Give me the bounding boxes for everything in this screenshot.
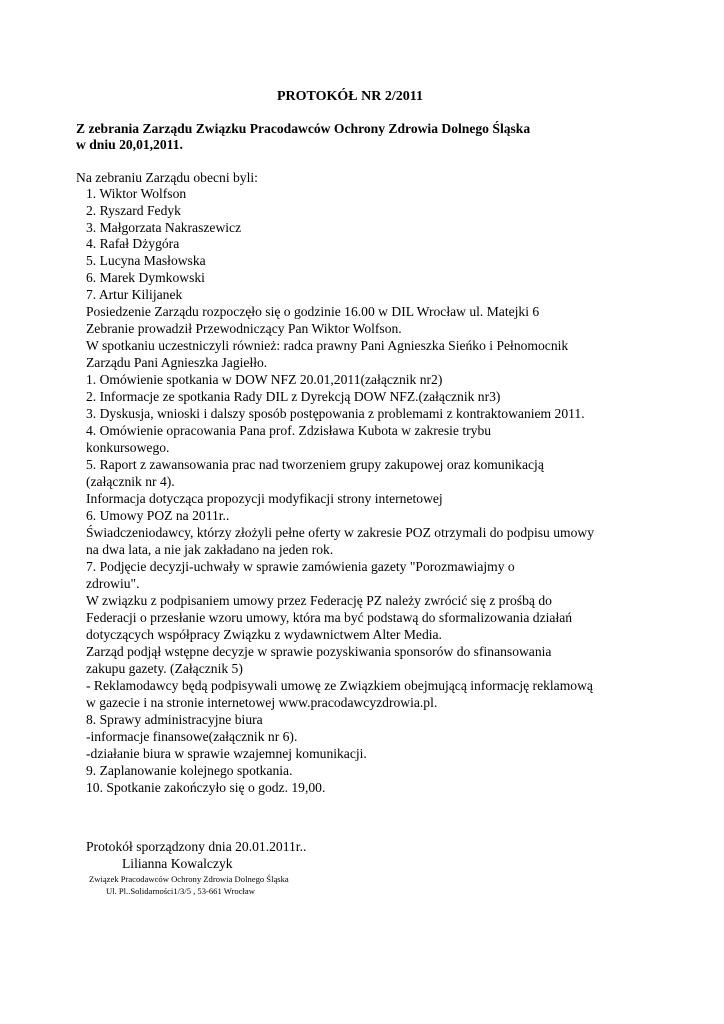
attendance-heading: Na zebraniu Zarządu obecni byli: [76, 170, 258, 185]
body-line: (załącznik nr 4). [86, 474, 175, 489]
agenda-item: 7. Podjęcie decyzji-uchwały w sprawie zamówienia gazety "Porozmawiajmy o [86, 559, 515, 574]
attendee-item: 3. Małgorzata Nakraszewicz [86, 220, 242, 235]
body-line: Posiedzenie Zarządu rozpoczęło się o godzinie 16.00 w DIL Wrocław ul. Matejki 6 [86, 304, 540, 319]
body-line: Zarząd podjął wstępne decyzje w sprawie pozyskiwania sponsorów do sfinansowania [86, 644, 552, 659]
author-name: Lilianna Kowalczyk [122, 856, 233, 871]
body-line: Świadczeniodawcy, którzy złożyli pełne oferty w zakresie POZ otrzymali do podpisu umowy [86, 525, 594, 540]
body-line: dotyczących współpracy Związku z wydawnictwem Alter Media. [86, 627, 442, 642]
body-line: -informacje finansowe(załącznik nr 6). [86, 729, 298, 744]
body-line: -działanie biura w sprawie wzajemnej komunikacji. [86, 746, 367, 761]
agenda-item: 8. Sprawy administracyjne biura [86, 712, 263, 727]
agenda-item: 3. Dyskusja, wnioski i dalszy sposób postępowania z problemami z kontraktowaniem 2011. [86, 406, 585, 421]
agenda-item: konkursowego. [86, 440, 170, 455]
agenda-item: 9. Zaplanowanie kolejnego spotkania. [86, 763, 293, 778]
body-line: na dwa lata, a nie jak zakładano na jeden rok. [86, 542, 334, 557]
attendee-item: 5. Lucyna Masłowska [86, 253, 206, 268]
body-line: Federacji o przesłanie wzoru umowy, która ma być podstawą do sformalizowania działań [86, 610, 573, 625]
agenda-item: 1. Omówienie spotkania w DOW NFZ 20.01,2011(załącznik nr2) [86, 372, 443, 387]
body-line: zakupu gazety. (Załącznik 5) [86, 661, 243, 676]
body-line: W związku z podpisaniem umowy przez Federację PZ należy zwrócić się z prośbą do [86, 593, 552, 608]
attendee-item: 7. Artur Kilijanek [86, 287, 183, 302]
subtitle-line: Z zebrania Zarządu Związku Pracodawców Ochrony Zdrowia Dolnego Śląska [76, 121, 531, 136]
body-line: zdrowiu". [86, 576, 140, 591]
prepared-date: Protokół sporządzony dnia 20.01.2011r.. [86, 839, 307, 854]
agenda-item: 5. Raport z zawansowania prac nad tworzeniem grupy zakupowej oraz komunikacją [86, 457, 544, 472]
body-line: - Reklamodawcy będą podpisywali umowę ze Związkiem obejmującą informację reklamową [86, 678, 593, 693]
attendee-item: 6. Marek Dymkowski [86, 270, 205, 285]
organization-address: Ul. Pl..Solidarności1/3/5 , 53-661 Wrocław [106, 886, 255, 896]
body-line: W spotkaniu uczestniczyli również: radca prawny Pani Agnieszka Sieńko i Pełnomocnik [86, 338, 569, 353]
attendee-item: 4. Rafał Dżygóra [86, 236, 180, 251]
body-line: Informacja dotycząca propozycji modyfikacji strony internetowej [86, 491, 443, 506]
organization-name: Związek Pracodawców Ochrony Zdrowia Dolnego Śląska [89, 874, 289, 884]
body-line: Zebranie prowadził Przewodniczący Pan Wiktor Wolfson. [86, 321, 402, 336]
attendee-item: 1. Wiktor Wolfson [86, 186, 187, 201]
agenda-item: 4. Omówienie opracowania Pana prof. Zdzisława Kubota w zakresie trybu [86, 423, 492, 438]
agenda-item: 2. Informacje ze spotkania Rady DIL z Dyrekcją DOW NFZ.(załącznik nr3) [86, 389, 501, 404]
agenda-item: 6. Umowy POZ na 2011r.. [86, 508, 230, 523]
agenda-item: 10. Spotkanie zakończyło się o godz. 19,00. [86, 780, 326, 795]
subtitle-line: w dniu 20,01,2011. [76, 137, 183, 152]
body-line: w gazecie i na stronie internetowej www.pracodawcyzdrowia.pl. [86, 695, 438, 710]
document-title: PROTOKÓŁ NR 2/2011 [277, 89, 423, 104]
attendee-item: 2. Ryszard Fedyk [86, 203, 181, 218]
body-line: Zarządu Pani Agnieszka Jagiełło. [86, 355, 268, 370]
